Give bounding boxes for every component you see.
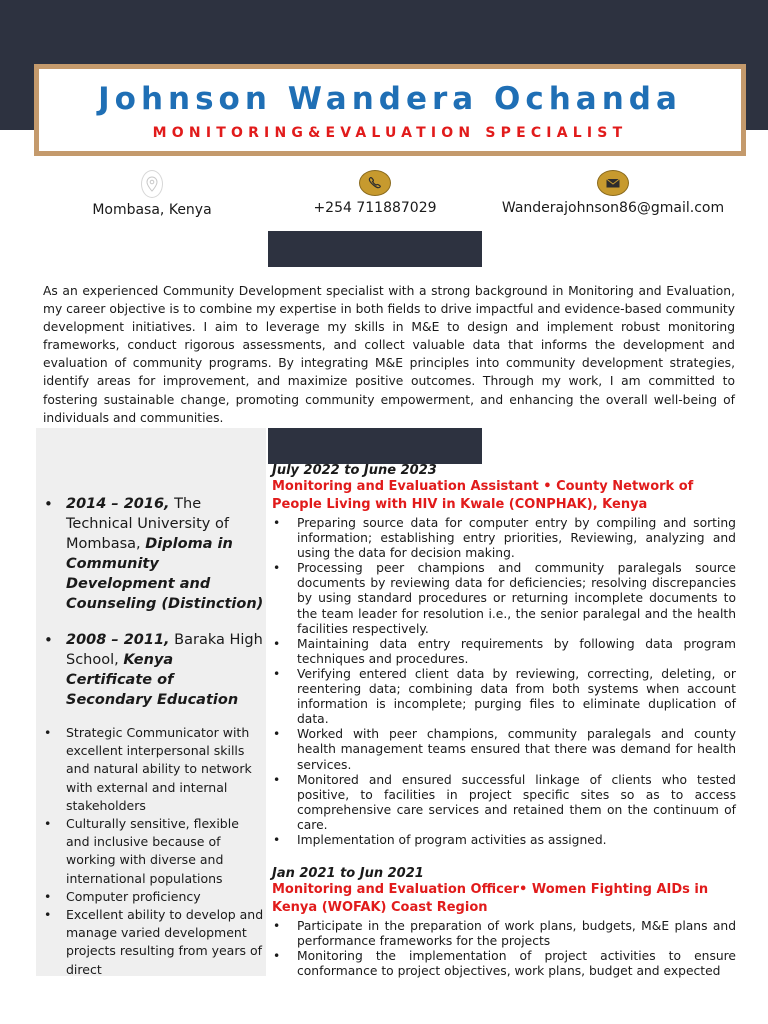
duty-list bbox=[272, 516, 736, 848]
job-title: Monitoring and Evaluation Assistant • County Network of People Living with HIV in Kwale (CONPHAK), Kenya bbox=[272, 479, 694, 512]
contact-phone bbox=[300, 170, 450, 216]
skill-item: • Excellent ability to develop and manage varied development projects resulting from years of direct bbox=[40, 906, 264, 979]
duty-item: • Implementation of program activities as assigned. bbox=[272, 833, 736, 848]
experience-column bbox=[272, 463, 736, 979]
job-date: Jan 2021 to Jun 2021 bbox=[272, 866, 424, 882]
duty-item: • Maintaining data entry requirements by following data program techniques and procedures. bbox=[272, 637, 736, 667]
job-date: July 2022 to June 2023 bbox=[272, 463, 437, 478]
career-summary: As an experienced Community Development specialist with a strong background in Monitoring and Evaluation, my career objective is to combine my expertise in both fields to drive impactful and evidence-based community development initiatives. I aim to leverage my skills in M&E to design and implement robust monitoring frameworks, conduct rigorous assessments, and collect valuable data that informs the development and evaluation of community programs. By integrating M&E principles into community development strategies, identify areas for improvement, and maximize positive outcomes. Through my work, I am committed to fostering sustainable change, promoting community empowerment, and enhancing the overall well-being of individuals and communities. bbox=[43, 284, 735, 425]
skill-item: • Strategic Communicator with excellent interpersonal skills and natural ability to network with external and internal stakeholders bbox=[40, 724, 264, 815]
candidate-name: Johnson Wandera Ochanda bbox=[98, 81, 682, 117]
left-column bbox=[36, 428, 266, 976]
duty-item: • Preparing source data for computer entry by compiling and sorting information; establishing entry priorities, Reviewing, analyzing and using the data for decision making. bbox=[272, 516, 736, 561]
location-pin-icon bbox=[141, 170, 163, 198]
contact-email bbox=[498, 170, 728, 216]
education-item bbox=[40, 494, 264, 614]
candidate-role: MONITORING&EVALUATION SPECIALIST bbox=[152, 125, 628, 141]
education-school: Baraka High School, bbox=[66, 632, 263, 668]
email-text[interactable]: Wanderajohnson86@gmail.com bbox=[501, 200, 725, 216]
duty-item: • Worked with peer champions, community paralegals and county health management teams ensured that there was demand for health services. bbox=[272, 727, 736, 772]
contact-location bbox=[82, 170, 222, 218]
education-item bbox=[40, 630, 264, 710]
job-entry bbox=[272, 463, 736, 848]
job-title: Monitoring and Evaluation Officer• Women Fighting AIDs in Kenya (WOFAK) Coast Region bbox=[272, 882, 709, 916]
phone-text[interactable]: +254 711887029 bbox=[313, 200, 437, 216]
education-list bbox=[40, 494, 264, 726]
duty-item: • Processing peer champions and community paralegals source documents by reviewing data for deficiencies; resolving discrepancies by using standard procedures or returning incomplete documents to the team leader for resolution i.e., the senior paralegal and the health facilities respectively. bbox=[272, 561, 736, 636]
section-heading-bar-profile bbox=[268, 231, 482, 267]
job-entry bbox=[272, 866, 736, 979]
envelope-icon bbox=[597, 170, 629, 196]
duty-item: • Verifying entered client data by reviewing, correcting, deleting, or reentering data; combining data from both systems when account information is incomplete; purging files to eliminate duplication of data. bbox=[272, 667, 736, 727]
name-frame bbox=[34, 64, 746, 156]
education-years: 2008 – 2011, bbox=[66, 632, 170, 648]
skill-item: • Computer proficiency bbox=[40, 888, 264, 906]
education-degree: Diploma in Community Development and Counseling (Distinction) bbox=[66, 536, 264, 612]
duty-item: • Monitored and ensured successful linkage of clients who tested positive, to facilities in project specific sites so as to access comprehensive care services and retained them on the continuum of care. bbox=[272, 773, 736, 833]
phone-icon bbox=[359, 170, 391, 196]
education-years: 2014 – 2016, bbox=[66, 496, 170, 512]
duty-item: • Monitoring the implementation of project activities to ensure conformance to project objectives, work plans, budget and expected bbox=[272, 949, 736, 979]
location-text: Mombasa, Kenya bbox=[92, 202, 212, 218]
skill-item: • Culturally sensitive, flexible and inclusive because of working with diverse and international populations bbox=[40, 815, 264, 888]
duty-item: • Participate in the preparation of work plans, budgets, M&E plans and performance frameworks for the projects bbox=[272, 919, 736, 949]
section-heading-bar-experience bbox=[268, 428, 482, 464]
education-degree: Kenya Certificate of Secondary Education bbox=[66, 652, 239, 708]
duty-list bbox=[272, 919, 736, 979]
skills-list bbox=[40, 724, 264, 979]
education-school: The Technical University of Mombasa, bbox=[66, 496, 229, 552]
